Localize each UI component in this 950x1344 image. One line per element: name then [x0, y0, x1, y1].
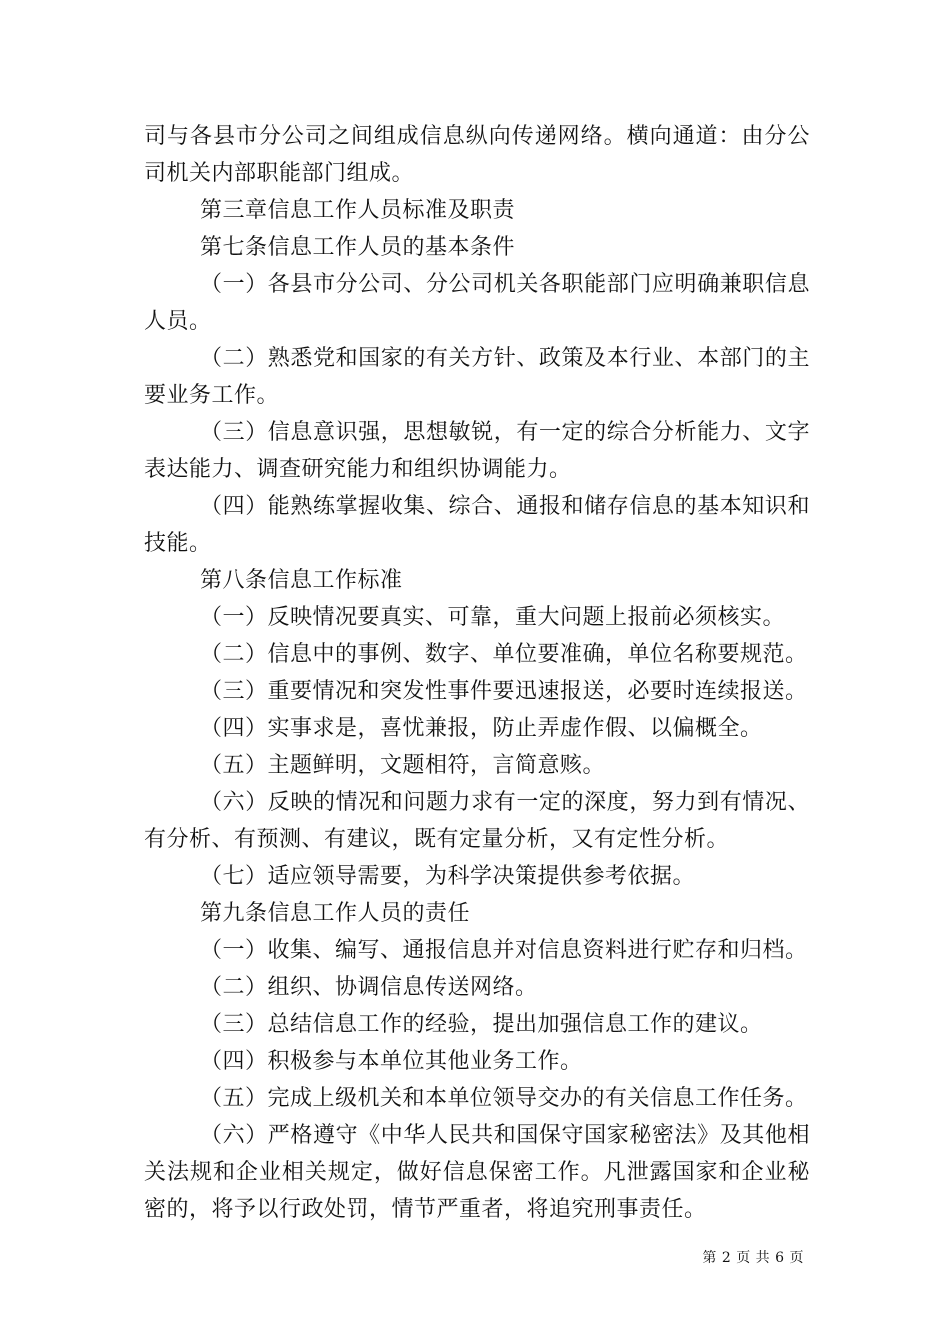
list-item: （一）各县市分公司、分公司机关各职能部门应明确兼职信息人员。 [144, 272, 810, 334]
article-heading: 第九条信息工作人员的责任 [200, 901, 471, 926]
article-heading: 第七条信息工作人员的基本条件 [200, 235, 516, 260]
list-item: （三）总结信息工作的经验，提出加强信息工作的建议。 [200, 1012, 763, 1037]
list-item: （六）反映的情况和问题力求有一定的深度，努力到有情况、有分析、有预测、有建议，既有定量分析，又有定性分析。 [144, 790, 810, 852]
list-item: （五）完成上级机关和本单位领导交办的有关信息工作任务。 [200, 1086, 808, 1111]
list-item: （二）熟悉党和国家的有关方针、政策及本行业、本部门的主要业务工作。 [144, 346, 810, 408]
list-item: （七）适应领导需要，为科学决策提供参考依据。 [200, 864, 696, 889]
list-item: （四）积极参与本单位其他业务工作。 [200, 1049, 583, 1074]
list-item: （二）信息中的事例、数字、单位要准确，单位名称要规范。 [200, 642, 808, 667]
list-item: （一）反映情况要真实、可靠，重大问题上报前必须核实。 [200, 605, 786, 630]
list-item: （四）能熟练掌握收集、综合、通报和储存信息的基本知识和技能。 [144, 494, 810, 556]
paragraph: 司与各县市分公司之间组成信息纵向传递网络。横向通道：由分公司机关内部职能部门组成。 [144, 124, 810, 186]
article-heading: 第八条信息工作标准 [200, 568, 403, 593]
page-number: 第 2 页 共 6 页 [702, 1250, 804, 1266]
document-body [144, 118, 810, 1228]
list-item: （一）收集、编写、通报信息并对信息资料进行贮存和归档。 [200, 938, 808, 963]
chapter-heading: 第三章信息工作人员标准及职责 [200, 198, 516, 223]
list-item: （二）组织、协调信息传送网络。 [200, 975, 538, 1000]
list-item: （三）信息意识强，思想敏锐，有一定的综合分析能力、文字表达能力、调查研究能力和组织协调能力。 [144, 420, 810, 482]
list-item: （六）严格遵守《中华人民共和国保守国家秘密法》及其他相关法规和企业相关规定，做好信息保密工作。凡泄露国家和企业秘密的，将予以行政处罚，情节严重者，将追究刑事责任。 [144, 1123, 810, 1222]
list-item: （五）主题鲜明，文题相符，言简意赅。 [200, 753, 606, 778]
list-item: （四）实事求是，喜忧兼报，防止弄虚作假、以偏概全。 [200, 716, 763, 741]
list-item: （三）重要情况和突发性事件要迅速报送，必要时连续报送。 [200, 679, 808, 704]
